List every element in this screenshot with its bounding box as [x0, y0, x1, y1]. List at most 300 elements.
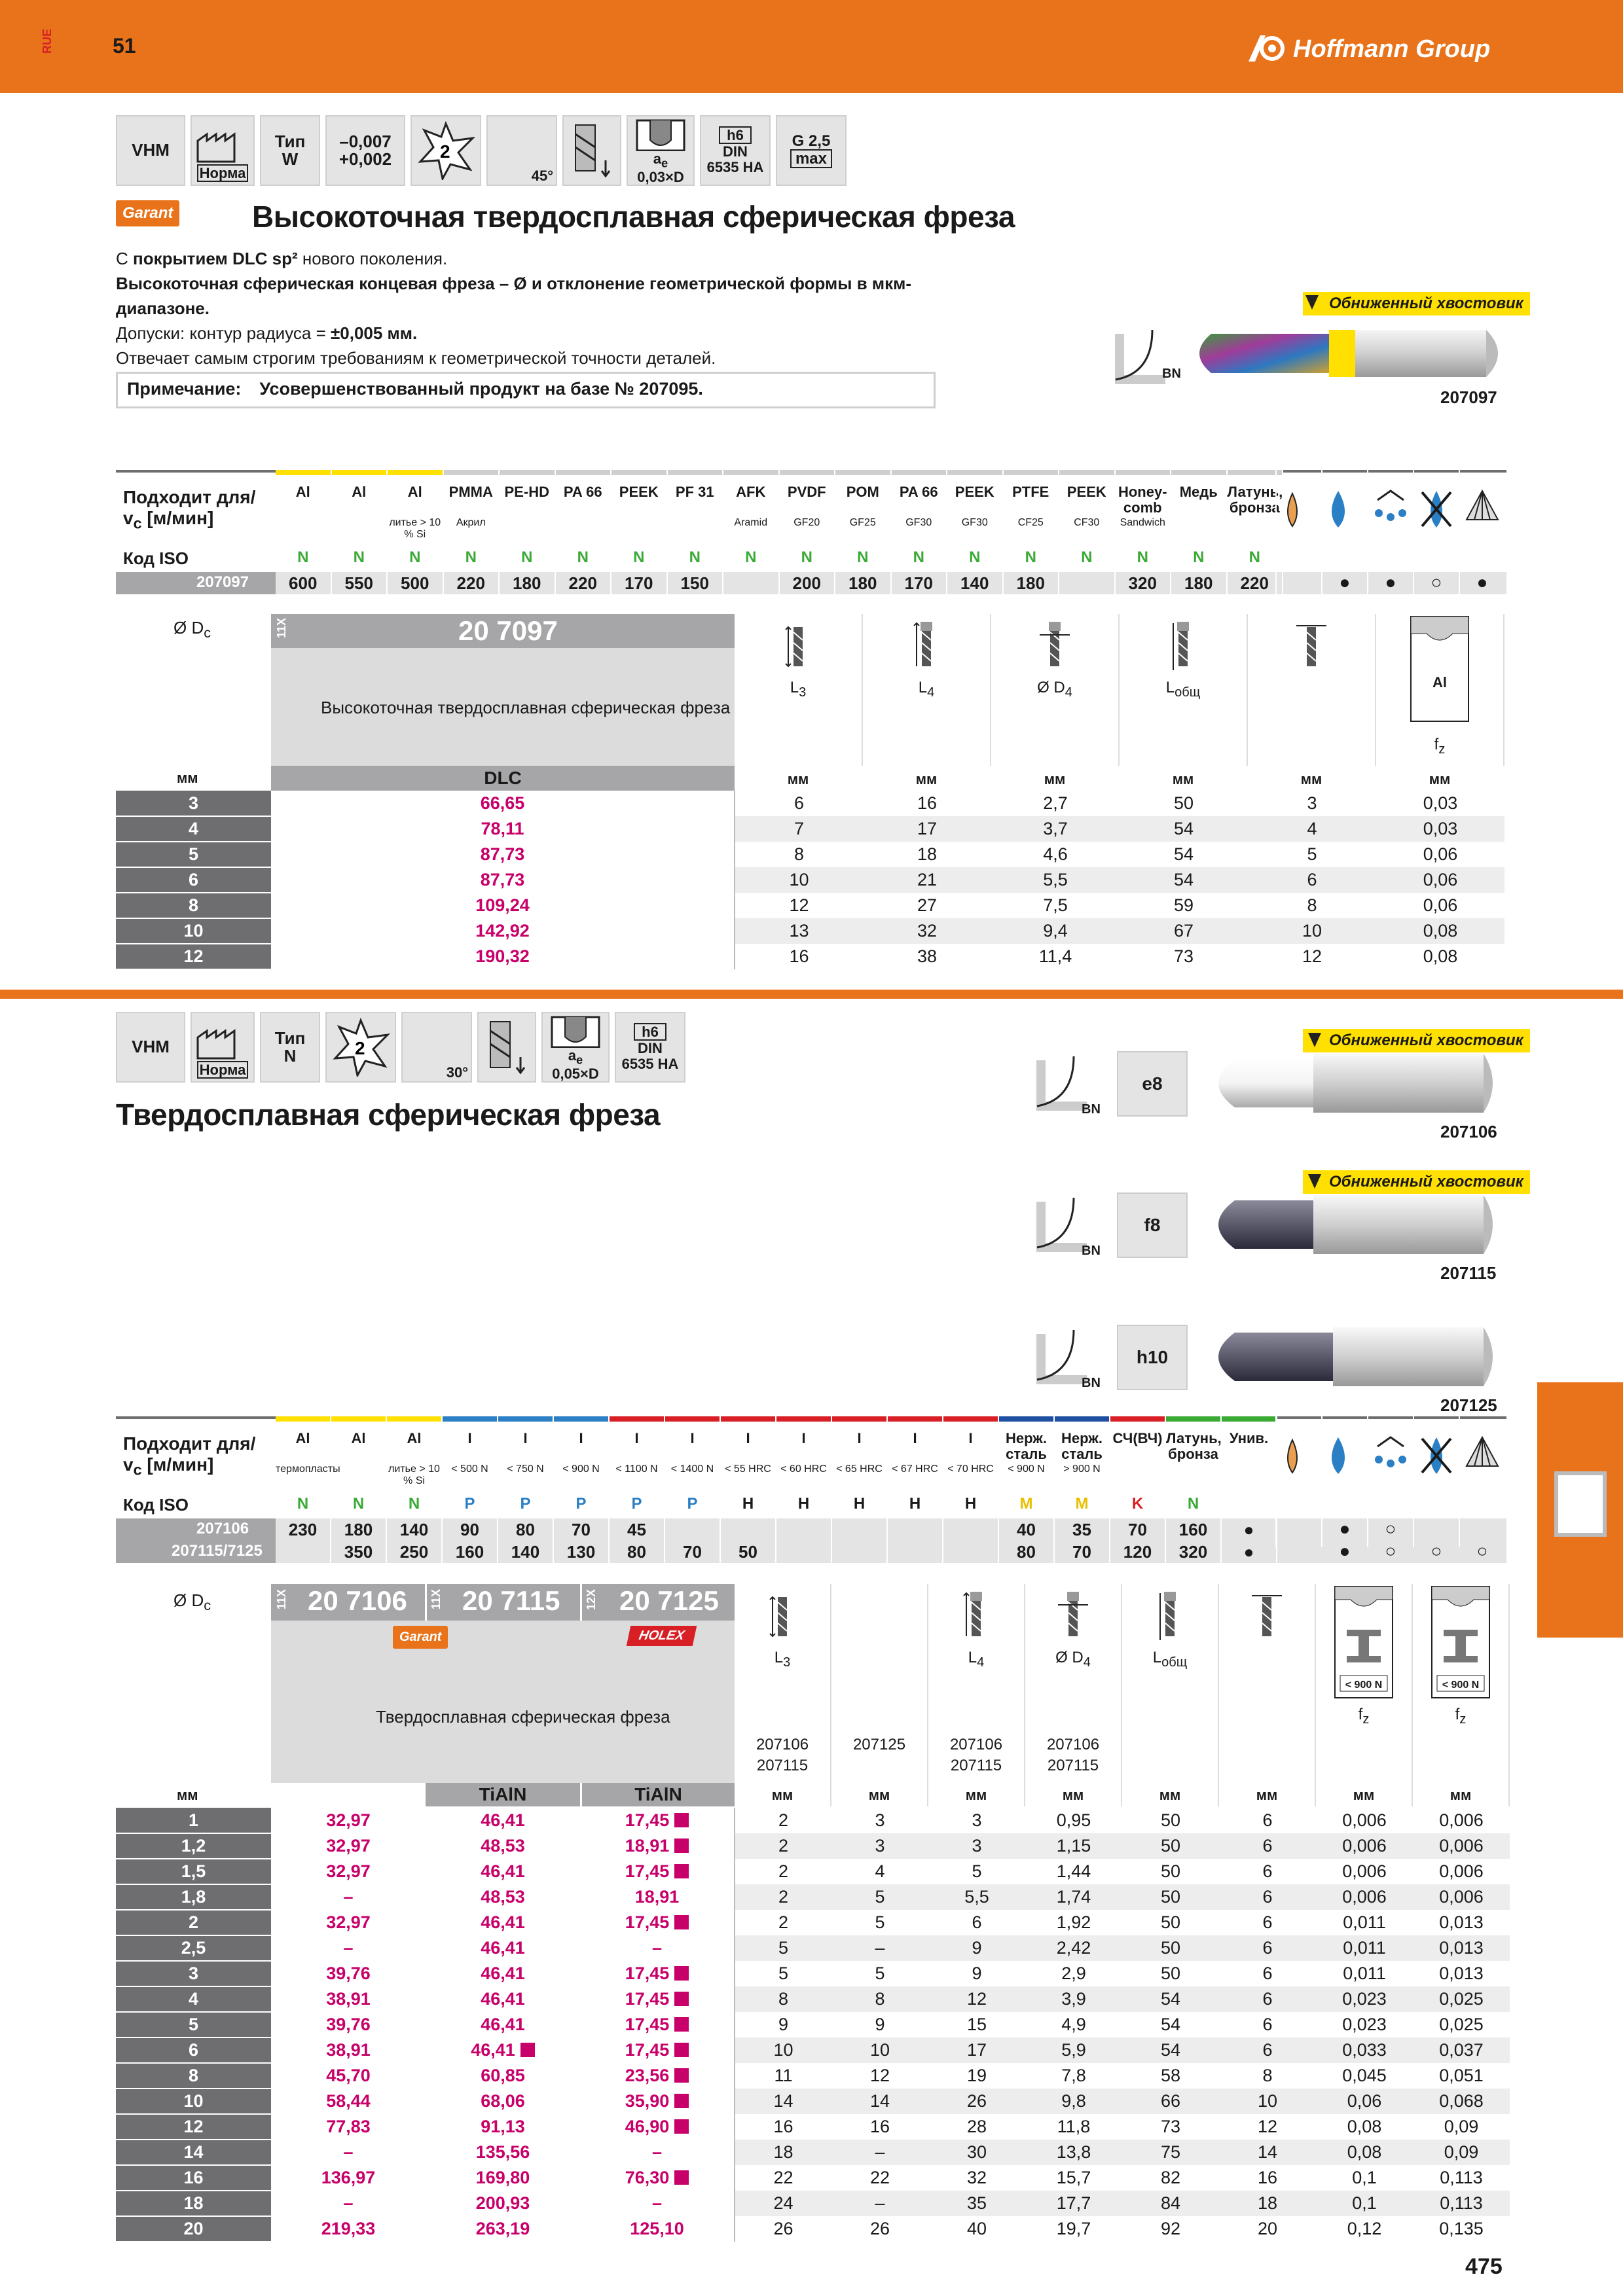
material-name: I	[467, 1430, 472, 1446]
cutting-speed: 500	[401, 573, 429, 593]
helix-angle-icon	[486, 115, 557, 186]
dimension-cell: 5	[831, 1884, 928, 1910]
material-name: PVDF	[787, 484, 826, 500]
material-column	[1171, 470, 1228, 594]
tool-dimension-icon	[1025, 1590, 1121, 1649]
iso-code: N	[408, 1495, 420, 1513]
dimension-cell: 6	[1219, 1884, 1316, 1910]
qty-label-2: 11X	[429, 1589, 443, 1610]
dimension-cell: 54	[1122, 2037, 1219, 2063]
article-sub-label: 207115	[950, 1757, 1002, 1774]
dimension-cell: 6	[1262, 1912, 1273, 1932]
fz-label: $f_z$	[1455, 1706, 1467, 1727]
price-cell: 32,97	[326, 1861, 371, 1881]
qty-label: 11X	[275, 618, 288, 639]
diameter-cell: 5	[116, 842, 271, 867]
material-name: Al	[295, 484, 310, 500]
table-row	[116, 2089, 1510, 2114]
stock-marker	[674, 2094, 689, 2108]
material-column	[388, 470, 444, 594]
article-sub-label: 207115	[1047, 1757, 1099, 1774]
product-title-2: Твердосплавная сферическая фреза	[116, 1098, 661, 1132]
price-cell: –	[343, 1887, 354, 1907]
dimension-cell: 11,4	[1038, 946, 1072, 966]
language-code: RUE	[41, 29, 54, 54]
cutting-speed-b: 80	[1017, 1542, 1036, 1562]
dimension-cell: 0,045	[1342, 2066, 1387, 2085]
dimension-cell: 5	[972, 1861, 982, 1881]
shank-norm-box	[700, 115, 771, 186]
material-color-bar	[500, 470, 555, 475]
dry-icon	[1417, 1471, 1456, 1482]
material-color-bar	[832, 1416, 886, 1422]
table-row	[116, 842, 1504, 867]
stock-marker	[674, 1839, 689, 1853]
dc-label: Ø $D_c$	[173, 618, 211, 641]
price-cell: 58,44	[326, 2091, 371, 2111]
dimension-cell: 0,03	[1376, 816, 1504, 842]
material-name: PMMA	[448, 484, 493, 500]
iso-label: Код ISO	[123, 548, 189, 568]
tolerance-plus: +0,002	[338, 149, 392, 169]
dimension-label: $L_4$	[968, 1649, 985, 1670]
material-name: PEEK	[1067, 484, 1106, 500]
article-sub-label: 207106	[1046, 1736, 1100, 1753]
stock-marker	[674, 2170, 689, 2185]
price-cell: 45,70	[326, 2066, 371, 2085]
cutting-direction-icon	[477, 1012, 536, 1083]
dimension-cell: 84	[1122, 2191, 1219, 2216]
dimension-cell: 6	[1262, 1964, 1273, 1983]
steel-limit: < 900 N	[1442, 1679, 1480, 1691]
unit-mm: мм	[787, 771, 809, 787]
cutting-speed-b: 70	[1072, 1542, 1091, 1562]
material-column	[723, 470, 780, 594]
material-vhm: VHM	[116, 1012, 185, 1083]
price-cell: 78,11	[271, 816, 735, 842]
cutting-speed-b: 320	[1178, 1542, 1208, 1562]
dimension-cell: 24	[735, 2191, 831, 2216]
article-sub-label: 207115	[756, 1757, 809, 1774]
dimension-cell: 5	[875, 1964, 885, 1983]
balance-grade: G 2,5	[792, 132, 831, 150]
iso-code: N	[745, 548, 757, 566]
stock-marker	[674, 1813, 689, 1827]
dimension-cell: 18	[735, 2140, 831, 2165]
dimension-cell: 9	[928, 1935, 1025, 1961]
material-color-bar	[723, 470, 778, 475]
dimension-cell: 0,013	[1439, 1912, 1484, 1932]
iso-code: N	[1193, 548, 1205, 566]
diameter-cell: 1,2	[116, 1833, 271, 1859]
tolerance-box: f8	[1117, 1193, 1188, 1258]
dimension-cell: 13	[735, 918, 863, 944]
unit-mm: мм	[915, 771, 938, 787]
dimension-cell: 5,9	[1025, 2037, 1122, 2063]
desc-line: диапазоне.	[116, 298, 210, 318]
fz-label: $f_z$	[1358, 1706, 1370, 1727]
unit-mm: мм	[1172, 771, 1194, 787]
dimension-cell: 10	[1219, 2089, 1316, 2114]
suitable-label: Подходит для/	[123, 1433, 256, 1454]
iso-code: M	[1019, 1495, 1033, 1513]
desc-line: Высокоточная сферическая концевая фреза – Ø и отклонение геометрической формы в мкм-	[116, 274, 912, 293]
dimension-cell: 19	[966, 2066, 987, 2085]
material-name: Honey-comb	[1118, 484, 1167, 516]
iso-code: P	[520, 1495, 531, 1513]
cutting-direction-icon	[562, 115, 621, 186]
price-cell: 17,45	[580, 2012, 735, 2037]
diameter-cell: 3	[116, 1961, 271, 1986]
vc-label: $v_c$ [м/мин]	[123, 1454, 214, 1479]
tool-dimension-icon	[1120, 620, 1247, 679]
dimension-cell: 0,1	[1352, 2168, 1377, 2187]
unit-mm: мм	[1450, 1787, 1472, 1803]
dimension-cell: 4	[1248, 816, 1376, 842]
dimension-cell: 5,5	[928, 1884, 1025, 1910]
steel-limit: < 900 N	[1345, 1679, 1383, 1691]
dimension-cell: 0,033	[1316, 2037, 1413, 2063]
tolerance-minus: –0,007	[339, 131, 392, 151]
dimension-cell: 58	[1160, 2066, 1181, 2085]
dimension-cell: 9	[875, 2015, 885, 2034]
material-name: Al	[407, 1430, 422, 1446]
iso-code: N	[1187, 1495, 1199, 1513]
type-value: N	[283, 1046, 297, 1066]
table-row	[116, 2165, 1510, 2191]
price-cell: 18,91	[580, 1833, 735, 1859]
product-name-1: Высокоточная твердосплавная сферическая фреза	[321, 698, 731, 717]
dimension-cell: 3	[875, 1810, 885, 1830]
dimension-cell: 3	[1307, 793, 1317, 813]
iso-code: M	[1075, 1495, 1089, 1513]
material-column	[610, 1416, 665, 1564]
ae-icon	[627, 115, 695, 186]
dimension-cell: –	[831, 1935, 928, 1961]
iso-label: Код ISO	[123, 1495, 189, 1515]
article-number-2a: 20 7106	[308, 1585, 407, 1616]
material-color-bar	[554, 1416, 608, 1422]
material-sub: < 65 HRC	[836, 1463, 883, 1475]
dimension-label: $L_{общ}$	[1165, 679, 1201, 700]
material-name: Латунь, бронза	[1227, 484, 1283, 516]
material-sub: GF20	[793, 517, 820, 528]
type-box	[260, 115, 320, 186]
svg-text:2: 2	[355, 1038, 365, 1058]
dimension-cell: 8	[735, 1986, 831, 2012]
dimension-label: Ø $D_4$	[1055, 1649, 1091, 1670]
material-sub: < 1400 N	[670, 1463, 714, 1475]
coating-label: DLC	[271, 766, 735, 791]
cooling-mark: ○	[1476, 1541, 1488, 1561]
dimension-cell: 7,5	[1043, 895, 1068, 915]
flutes-icon	[325, 1012, 396, 1083]
dimension-cell: 0,006	[1439, 1861, 1484, 1881]
table-row	[116, 2114, 1510, 2140]
unit-mm: мм	[965, 1787, 987, 1803]
dimension-cell: 10	[831, 2037, 928, 2063]
material-sub: GF30	[961, 517, 988, 528]
article-number-1: 20 7097	[458, 615, 558, 646]
stock-marker	[674, 1992, 689, 2006]
material-color-bar	[610, 1416, 664, 1422]
dimension-cell: –	[831, 2191, 928, 2216]
dimension-cell: 0,06	[1316, 2089, 1413, 2114]
dimension-cell: 0,006	[1342, 1861, 1387, 1881]
material-sub: GF30	[905, 517, 932, 528]
material-color-bar	[888, 1416, 942, 1422]
cutting-speed-b: 50	[739, 1542, 757, 1562]
cooling-column	[1275, 470, 1321, 601]
material-column	[331, 1416, 387, 1564]
iso-code: N	[465, 548, 477, 566]
article-number-2b: 20 7115	[462, 1585, 560, 1616]
price-cell: 39,76	[326, 1964, 371, 1983]
type-value: W	[282, 149, 299, 169]
dimension-cell: 22	[773, 2168, 793, 2187]
material-sub: < 900 N	[562, 1463, 600, 1475]
material-color-bar	[611, 470, 666, 475]
balance-box	[776, 115, 847, 186]
iso-code: P	[631, 1495, 642, 1513]
cutting-speed-b: 350	[344, 1542, 373, 1562]
dimension-cell: 4	[875, 1861, 885, 1881]
ae-value: 0,05×D	[552, 1065, 599, 1082]
dimension-cell: 50	[1173, 793, 1194, 813]
dimension-cell: 12	[869, 2066, 890, 2085]
cutting-speed-a: 180	[344, 1520, 373, 1539]
diameter-cell: 3	[116, 791, 271, 816]
coolant-icon	[1325, 524, 1364, 535]
dimension-column-header	[1219, 1584, 1316, 1806]
iso-code: N	[857, 548, 869, 566]
diameter-cell: 4	[116, 1986, 271, 2012]
material-name: Al	[351, 1430, 366, 1446]
brand-name: Hoffmann Group	[1293, 35, 1491, 63]
price-cell: 38,91	[326, 2040, 371, 2060]
table-row	[116, 1859, 1510, 1884]
stock-marker	[674, 1966, 689, 1981]
dimension-cell: 7,8	[1061, 2066, 1086, 2085]
dimension-cell: 9,4	[991, 918, 1120, 944]
diameter-cell: 16	[116, 2165, 271, 2191]
material-color-bar	[947, 470, 1002, 475]
material-name: I	[746, 1430, 750, 1446]
price-cell: 60,85	[481, 2066, 525, 2085]
dimension-cell: 0,08	[1423, 946, 1458, 966]
material-sub: < 750 N	[507, 1463, 544, 1475]
mist-icon	[1371, 524, 1410, 535]
material-color-bar	[721, 1416, 775, 1422]
tool-dimension-icon	[928, 1590, 1024, 1649]
material-name: Нерж. сталь	[1006, 1430, 1047, 1462]
material-color-bar	[943, 1416, 998, 1422]
coating-label-2: TiAlN	[426, 1783, 580, 1806]
section-number: 51	[113, 34, 136, 58]
dimension-cell: 12	[928, 1986, 1025, 2012]
dimension-cell: 6	[1248, 867, 1376, 893]
dimension-cell: 54	[1160, 2015, 1181, 2034]
dimension-cell: 21	[863, 867, 991, 893]
cutting-speed: 180	[1184, 573, 1213, 593]
price-cell: 39,76	[326, 2015, 371, 2034]
diameter-cell: 1,8	[116, 1884, 271, 1910]
material-color-bar	[1110, 1416, 1165, 1422]
material-sub: < 67 HRC	[892, 1463, 938, 1475]
cooling-column	[1367, 1416, 1413, 1561]
material-column	[276, 1416, 340, 1564]
table-row	[116, 2037, 1510, 2063]
price-cell: 17,45	[580, 1961, 735, 1986]
dimension-cell: 6	[1262, 1861, 1273, 1881]
material-name: PE-HD	[504, 484, 549, 500]
diameter-cell: 4	[116, 816, 271, 842]
article-sub-label: 207106	[756, 1736, 809, 1753]
dimension-cell: 16	[1257, 2168, 1278, 2187]
cutting-speed: 200	[792, 573, 821, 593]
material-name: I	[579, 1430, 583, 1446]
material-color-bar	[1004, 470, 1059, 475]
dimension-cell: 7	[735, 816, 863, 842]
price-cell: 142,92	[271, 918, 735, 944]
dimension-cell: 6	[1219, 1986, 1316, 2012]
dimension-cell: 26	[928, 2089, 1025, 2114]
cutting-speed-b: 140	[511, 1542, 540, 1562]
dimension-cell: 3	[928, 1833, 1025, 1859]
bn-label: BN	[1082, 1244, 1101, 1258]
material-name: Унив.	[1229, 1430, 1269, 1446]
cutting-speed: 140	[960, 573, 989, 593]
dimension-cell: 0,135	[1439, 2219, 1484, 2238]
dimension-cell: 40	[966, 2219, 987, 2238]
type-box	[260, 1012, 320, 1083]
price-cell: –	[580, 1935, 735, 1961]
material-column	[668, 470, 724, 594]
ae-value: 0,03×D	[637, 168, 684, 185]
dimension-cell: 6	[1219, 1935, 1316, 1961]
qty-label-1: 11X	[275, 1589, 288, 1610]
price-cell: 38,91	[326, 1989, 371, 2009]
material-column	[999, 1416, 1055, 1564]
divider	[425, 1584, 427, 1621]
dimension-label: Ø $D_4$	[1037, 679, 1072, 700]
cutting-speed: 170	[625, 573, 653, 593]
ae-icon	[541, 1012, 610, 1083]
garant-logo: Garant	[116, 200, 179, 226]
dimension-cell: 0,006	[1342, 1810, 1387, 1830]
material-column	[721, 1416, 776, 1564]
stock-marker	[674, 2017, 689, 2032]
cutting-speed-a: 45	[627, 1520, 646, 1539]
dimension-cell: 0,068	[1413, 2089, 1510, 2114]
material-column	[832, 1416, 888, 1564]
dimension-column-header	[991, 614, 1120, 787]
dimension-column-header	[1122, 1584, 1219, 1806]
iso-code: N	[297, 548, 309, 566]
material-name: СЧ(ВЧ)	[1112, 1430, 1163, 1446]
dimension-cell: 4,6	[1043, 844, 1068, 864]
price-cell: 46,90	[580, 2114, 735, 2140]
stock-marker	[674, 2119, 689, 2134]
material-sub: < 60 HRC	[780, 1463, 827, 1475]
article-sub-label: 207106	[949, 1736, 1003, 1753]
cutting-speed-b: 250	[399, 1542, 429, 1562]
iso-code: H	[964, 1495, 977, 1513]
dimension-cell: 26	[869, 2219, 890, 2238]
material-column	[780, 470, 836, 594]
price-cell: –	[580, 2140, 735, 2165]
price-cell: 125,10	[580, 2216, 735, 2242]
table-row	[116, 2191, 1510, 2216]
dimension-cell: 2	[778, 1861, 789, 1881]
din-number: 6535 HA	[621, 1055, 679, 1072]
dimension-column-header	[831, 1584, 928, 1806]
material-column	[443, 1416, 498, 1564]
al-label: Al	[1432, 674, 1447, 691]
unit-mm: мм	[1256, 1787, 1278, 1803]
material-name: Медь	[1179, 484, 1218, 500]
unit-mm: мм	[177, 770, 198, 786]
type-label: Тип	[274, 1028, 306, 1048]
cooling-column	[1413, 1416, 1459, 1561]
price-cell: 35,90	[580, 2089, 735, 2114]
tool-image	[1202, 1321, 1503, 1396]
spec-icons-1	[116, 115, 847, 186]
product-name-2: Твердосплавная сферическая фреза	[376, 1707, 670, 1727]
iso-code: P	[464, 1495, 475, 1513]
dimension-cell: 0,051	[1439, 2066, 1484, 2085]
cutting-speed: 220	[456, 573, 485, 593]
material-name: I	[913, 1430, 917, 1446]
diameter-cell: 1,5	[116, 1859, 271, 1884]
dimension-cell: 15,7	[1056, 2168, 1091, 2187]
cooling-mark: ○	[1431, 1541, 1442, 1561]
dimension-cell: 0,013	[1439, 1964, 1484, 1983]
coolant-icon	[1325, 1471, 1364, 1482]
material-name: Нерж. сталь	[1061, 1430, 1103, 1462]
iso-code: N	[801, 548, 812, 566]
material-column	[1116, 470, 1172, 594]
iso-code: N	[1081, 548, 1093, 566]
material-sub: < 900 N	[1008, 1463, 1045, 1475]
dimension-cell: 50	[1160, 1810, 1181, 1830]
cooling-mark: ○	[1385, 1518, 1396, 1539]
dimension-cell: 14	[1219, 2140, 1316, 2165]
iso-code: N	[689, 548, 701, 566]
cooling-column	[1275, 1416, 1321, 1547]
tolerance-box: e8	[1117, 1051, 1188, 1117]
material-sub: Aramid	[734, 517, 768, 528]
dimension-cell: 2	[778, 1810, 789, 1830]
dimension-cell: 0,025	[1439, 2015, 1484, 2034]
dimension-cell: 14	[831, 2089, 928, 2114]
tool-article: 207115	[1440, 1263, 1497, 1283]
article-number-2c: 20 7125	[619, 1585, 719, 1616]
material-name: PTFE	[1012, 484, 1049, 500]
dimension-cell: 54	[1120, 867, 1248, 893]
dimension-cell: 0,006	[1439, 1810, 1484, 1830]
dimension-cell: 9,8	[1025, 2089, 1122, 2114]
page-number: 475	[1465, 2254, 1503, 2279]
article-sub-label: 207125	[852, 1736, 906, 1753]
garant-logo: Garant	[393, 1626, 448, 1649]
dimension-cell: 5	[735, 1935, 831, 1961]
dc-label: Ø $D_c$	[173, 1590, 211, 1614]
dimension-cell: 9	[972, 1964, 982, 1983]
material-color-bar	[1055, 1416, 1109, 1422]
dimension-cell: 0,06	[1423, 844, 1458, 864]
material-name: I	[634, 1430, 639, 1446]
